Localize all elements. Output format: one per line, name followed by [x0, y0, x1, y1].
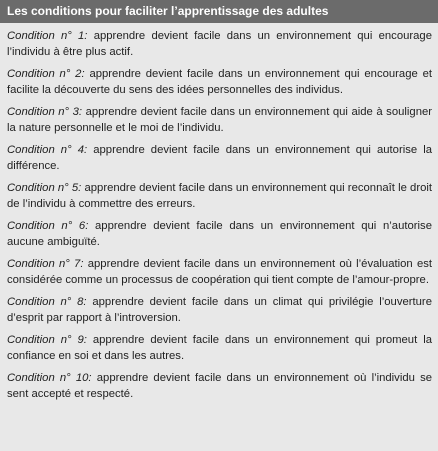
condition-item-9: [7, 333, 432, 364]
condition-text: apprendre devient facile dans un environnement qui encourage l’individu à être plus actif.: [7, 30, 432, 58]
conditions-list: [0, 23, 438, 402]
condition-text: apprendre devient facile dans un environnement qui autorise la différence.: [7, 144, 433, 172]
condition-item-7: [7, 257, 432, 288]
condition-item-3: [7, 105, 432, 136]
box-title: Les conditions pour faciliter l’apprentissage des adultes: [0, 0, 438, 23]
condition-label: Condition n° 2:: [7, 68, 85, 80]
condition-text: apprendre devient facile dans un environnement où l’évaluation est considérée comme un processus de coopération qui tient compte de l’amour-propre.: [7, 258, 433, 286]
condition-item-8: [7, 295, 432, 326]
condition-item-4: [7, 143, 432, 174]
condition-text: apprendre devient facile dans un environnement qui reconnaît le droit de l’individu à commettre des erreurs.: [7, 182, 433, 210]
condition-item-1: [7, 29, 432, 60]
condition-text: apprendre devient facile dans un environnement qui encourage et facilite la découverte du sens des idées personnelles des individus.: [7, 68, 433, 96]
condition-label: Condition n° 5:: [7, 182, 82, 194]
condition-label: Condition n° 6:: [7, 220, 89, 232]
condition-item-6: [7, 219, 432, 250]
condition-text: apprendre devient facile dans un environnement qui n’autorise aucune ambiguïté.: [7, 220, 432, 248]
condition-item-2: [7, 67, 432, 98]
condition-label: Condition n° 8:: [7, 296, 87, 308]
condition-text: apprendre devient facile dans un environnement où l’individu se sent accepté et respecté.: [7, 372, 432, 400]
condition-text: apprendre devient facile dans un climat qui privilégie l’ouverture d’esprit par rapport à l’introversion.: [7, 296, 432, 324]
condition-item-5: [7, 181, 432, 212]
condition-text: apprendre devient facile dans un environnement qui aide à souligner la nature personnelle et le moi de l’individu.: [7, 106, 433, 134]
condition-text: apprendre devient facile dans un environnement qui promeut la confiance en soi et dans les autres.: [7, 334, 432, 362]
condition-label: Condition n° 4:: [7, 144, 88, 156]
condition-label: Condition n° 3:: [7, 106, 83, 118]
condition-label: Condition n° 9:: [7, 334, 87, 346]
condition-label: Condition n° 7:: [7, 258, 84, 270]
condition-item-10: [7, 371, 432, 402]
condition-label: Condition n° 1:: [7, 30, 88, 42]
condition-label: Condition n° 10:: [7, 372, 92, 384]
